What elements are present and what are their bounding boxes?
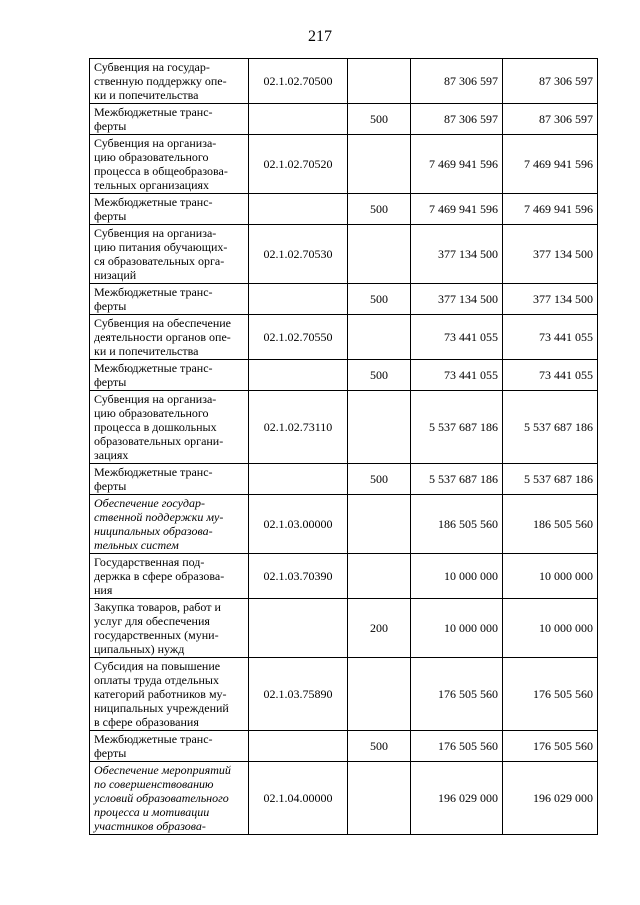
row-amount-1-cell: 87 306 597 [411, 59, 503, 104]
row-amount-2-cell: 186 505 560 [503, 495, 598, 554]
row-name-cell: Обеспечение мероприятий по совершенствованию условий образовательного процесса и мотивации участников образова- [90, 762, 249, 835]
row-expense-type-cell: 200 [348, 599, 411, 658]
row-amount-1-cell: 186 505 560 [411, 495, 503, 554]
row-code-cell: 02.1.03.00000 [249, 495, 348, 554]
row-code-cell [249, 284, 348, 315]
row-expense-type-cell: 500 [348, 104, 411, 135]
row-name-cell: Межбюджетные транс- ферты [90, 360, 249, 391]
table-row [90, 59, 598, 104]
row-expense-type-cell [348, 391, 411, 464]
row-expense-type-cell [348, 135, 411, 194]
row-expense-type-cell: 500 [348, 284, 411, 315]
row-code-cell: 02.1.03.70390 [249, 554, 348, 599]
row-amount-1-cell: 73 441 055 [411, 315, 503, 360]
row-amount-1-cell: 196 029 000 [411, 762, 503, 835]
table-row [90, 762, 598, 835]
row-amount-1-cell: 5 537 687 186 [411, 391, 503, 464]
table-row [90, 225, 598, 284]
row-name-cell: Субвенция на государ- ственную поддержку опе- ки и попечительства [90, 59, 249, 104]
row-expense-type-cell [348, 762, 411, 835]
row-amount-2-cell: 73 441 055 [503, 315, 598, 360]
page-number: 217 [308, 28, 332, 45]
row-name-cell: Межбюджетные транс- ферты [90, 104, 249, 135]
row-amount-1-cell: 7 469 941 596 [411, 194, 503, 225]
row-code-cell [249, 194, 348, 225]
row-amount-2-cell: 7 469 941 596 [503, 135, 598, 194]
row-code-cell [249, 104, 348, 135]
row-amount-2-cell: 5 537 687 186 [503, 391, 598, 464]
row-amount-2-cell: 176 505 560 [503, 658, 598, 731]
table-row [90, 104, 598, 135]
row-amount-2-cell: 377 134 500 [503, 284, 598, 315]
row-code-cell: 02.1.02.70530 [249, 225, 348, 284]
row-amount-1-cell: 10 000 000 [411, 554, 503, 599]
row-expense-type-cell: 500 [348, 360, 411, 391]
row-amount-2-cell: 10 000 000 [503, 554, 598, 599]
row-amount-2-cell: 377 134 500 [503, 225, 598, 284]
table-row [90, 135, 598, 194]
row-code-cell: 02.1.02.70550 [249, 315, 348, 360]
row-amount-2-cell: 10 000 000 [503, 599, 598, 658]
row-amount-1-cell: 377 134 500 [411, 284, 503, 315]
row-code-cell [249, 599, 348, 658]
row-name-cell: Межбюджетные транс- ферты [90, 464, 249, 495]
row-name-cell: Межбюджетные транс- ферты [90, 731, 249, 762]
row-code-cell: 02.1.04.00000 [249, 762, 348, 835]
table-row [90, 284, 598, 315]
row-amount-2-cell: 87 306 597 [503, 59, 598, 104]
row-name-cell: Субвенция на организа- цию образовательного процесса в общеобразова- тельных организациях [90, 135, 249, 194]
row-name-cell: Закупка товаров, работ и услуг для обеспечения государственных (муни- ципальных) нужд [90, 599, 249, 658]
row-name-cell: Субвенция на организа- цию образовательного процесса в дошкольных образовательных органи- зациях [90, 391, 249, 464]
row-amount-1-cell: 7 469 941 596 [411, 135, 503, 194]
row-code-cell: 02.1.02.70520 [249, 135, 348, 194]
table-row [90, 360, 598, 391]
table-row [90, 391, 598, 464]
row-amount-1-cell: 5 537 687 186 [411, 464, 503, 495]
row-code-cell [249, 360, 348, 391]
row-name-cell: Субсидия на повышение оплаты труда отдельных категорий работников му- ниципальных учреждений в сфере образования [90, 658, 249, 731]
table-body [90, 59, 598, 835]
row-expense-type-cell: 500 [348, 194, 411, 225]
row-amount-1-cell: 10 000 000 [411, 599, 503, 658]
row-amount-2-cell: 73 441 055 [503, 360, 598, 391]
row-amount-1-cell: 87 306 597 [411, 104, 503, 135]
row-expense-type-cell [348, 315, 411, 360]
row-code-cell: 02.1.03.75890 [249, 658, 348, 731]
row-amount-2-cell: 5 537 687 186 [503, 464, 598, 495]
row-expense-type-cell [348, 225, 411, 284]
table-row [90, 658, 598, 731]
row-code-cell [249, 731, 348, 762]
row-amount-1-cell: 73 441 055 [411, 360, 503, 391]
table-row [90, 599, 598, 658]
row-name-cell: Обеспечение государ- ственной поддержки му- ниципальных образова- тельных систем [90, 495, 249, 554]
row-name-cell: Субвенция на обеспечение деятельности органов опе- ки и попечительства [90, 315, 249, 360]
row-expense-type-cell: 500 [348, 464, 411, 495]
table-row [90, 495, 598, 554]
row-expense-type-cell [348, 495, 411, 554]
row-name-cell: Межбюджетные транс- ферты [90, 194, 249, 225]
row-code-cell: 02.1.02.73110 [249, 391, 348, 464]
table-row [90, 554, 598, 599]
row-amount-2-cell: 176 505 560 [503, 731, 598, 762]
table-row [90, 194, 598, 225]
row-expense-type-cell [348, 554, 411, 599]
row-expense-type-cell [348, 59, 411, 104]
budget-table [89, 58, 598, 835]
row-name-cell: Субвенция на организа- цию питания обучающих- ся образовательных орга- низаций [90, 225, 249, 284]
row-amount-2-cell: 7 469 941 596 [503, 194, 598, 225]
table-row [90, 315, 598, 360]
row-name-cell: Государственная под- держка в сфере образова- ния [90, 554, 249, 599]
row-expense-type-cell [348, 658, 411, 731]
row-code-cell: 02.1.02.70500 [249, 59, 348, 104]
row-code-cell [249, 464, 348, 495]
row-expense-type-cell: 500 [348, 731, 411, 762]
row-name-cell: Межбюджетные транс- ферты [90, 284, 249, 315]
row-amount-1-cell: 176 505 560 [411, 731, 503, 762]
row-amount-2-cell: 87 306 597 [503, 104, 598, 135]
row-amount-1-cell: 377 134 500 [411, 225, 503, 284]
table-row [90, 464, 598, 495]
row-amount-2-cell: 196 029 000 [503, 762, 598, 835]
table-row [90, 731, 598, 762]
row-amount-1-cell: 176 505 560 [411, 658, 503, 731]
